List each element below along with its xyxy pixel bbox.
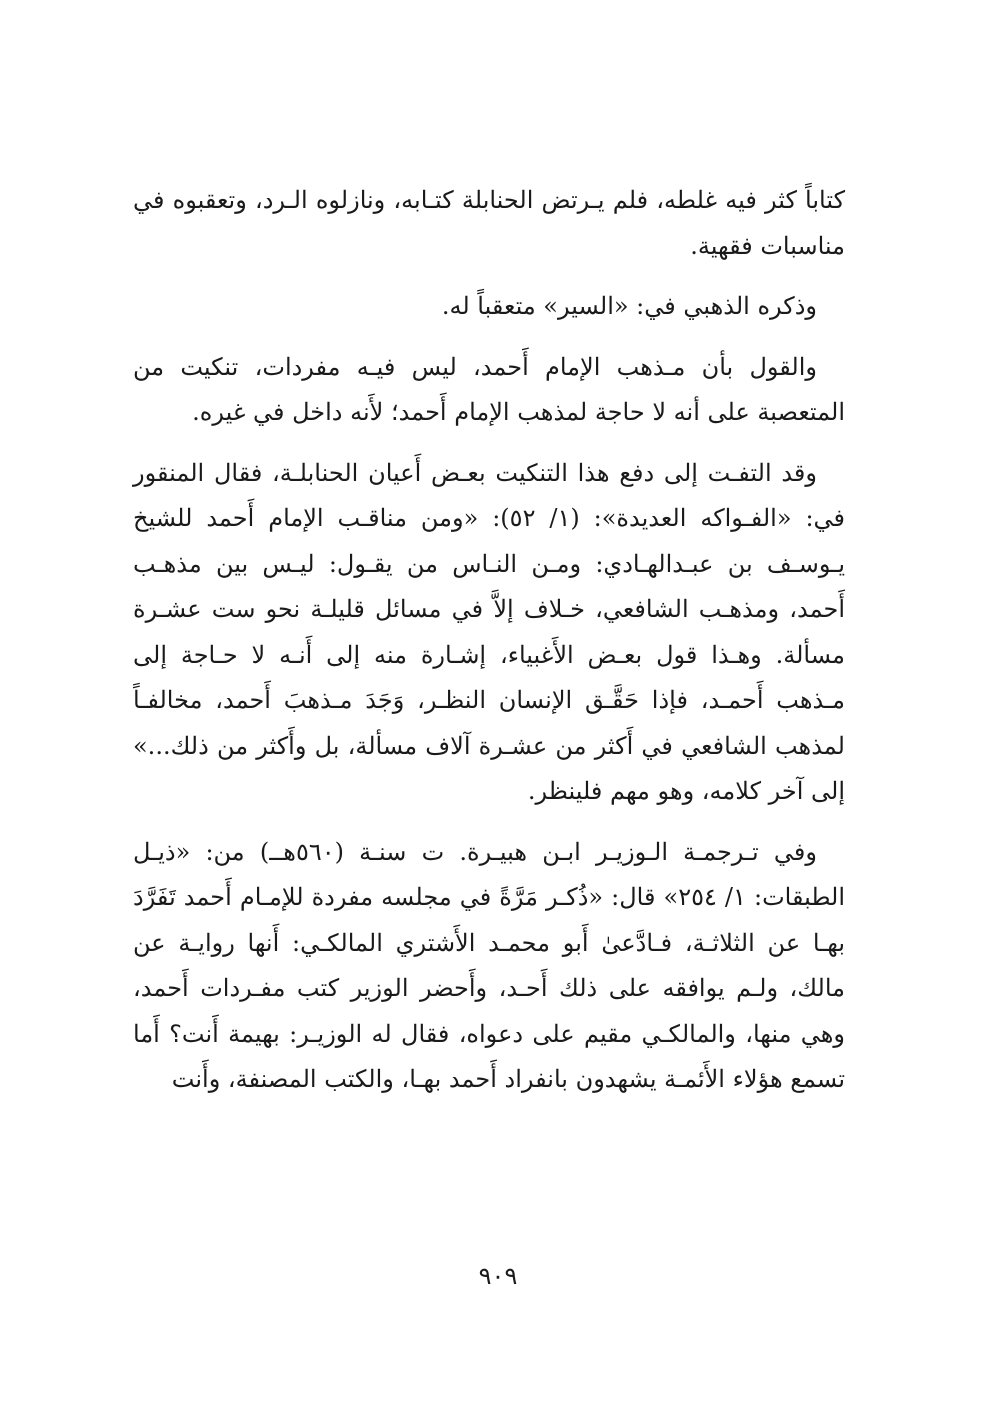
paragraph-ibn-hubayra: وفي تـرجمـة الـوزيـر ابـن هبيـرة. ت سنـة (٥٦٠هــ) من: «ذيـل الطبقات: ١/ ٢٥٤» قال: «ذُكـر مَرَّةً في مجلسه مفردة للإمـام أَحمد تَفَرَّدَ بهـا عن الثلاثـة، فـادَّعىٰ أَبو محمـد الأَشتري المالكـي: أَنها روايـة عن مالك، ولـم يوافقه على ذلك أَحـد، وأَحضر الوزير كتب مفـردات أَحمد، وهي منها، والمالكـي مقيم على دعواه، فقال له الوزيـر: بهيمة أَنت؟ أَما تسمع هؤلاء الأَئمـة يشهدون بانفراد أَحمد بهـا، والكتب المصنفة، وأَنت	[133, 837, 846, 1093]
paragraph-continuation: كتاباً كثر فيه غلطه، فلم يـرتض الحنابلة كتـابه، ونازلوه الـرد، وتعقبوه في مناسبات فقهية.	[133, 186, 845, 260]
body-text	[133, 178, 845, 1118]
paragraph-dhahabi: وذكره الذهبي في: «السير» متعقباً له.	[441, 292, 817, 320]
paragraph-manqur-quote: وقد التفـت إلى دفع هذا التنكيت بعـض أَعيان الحنابلـة، فقال المنقور في: «الفـواكه العديدة»: (١/ ٥٢): «ومن مناقـب الإمام أَحمد للشيخ يـوسـف بن عبـدالهـادي: ومـن النـاس من يقـول: ليـس بين مذهـب أَحمد، ومذهـب الشافعي، خـلاف إلاَّ في مسائل قليلـة نحو ست عشـرة مسألة. وهـذا قول بعـض الأَغبياء، إشـارة منه إلى أَنـه لا حـاجة إلى مـذهب أَحمـد، فإذا حَقَّـق الإنسان النظـر، وَجَدَ مـذهبَ أَحمد، مخالفـاً لمذهب الشافعي في أَكثر من عشـرة آلاف مسألة، بل وأَكثر من ذلك...» إلى آخر كلامه، وهو مهم فلينظر.	[133, 458, 846, 805]
paragraph-madhhab-claim: والقول بأن مـذهب الإمام أَحمد، ليس فيـه مفردات، تنكيت من المتعصبة على أنه لا حاجة لمذهب الإمام أَحمد؛ لأَنه داخل في غيره.	[133, 352, 845, 426]
page-number: ٩٠٩	[478, 1262, 518, 1290]
